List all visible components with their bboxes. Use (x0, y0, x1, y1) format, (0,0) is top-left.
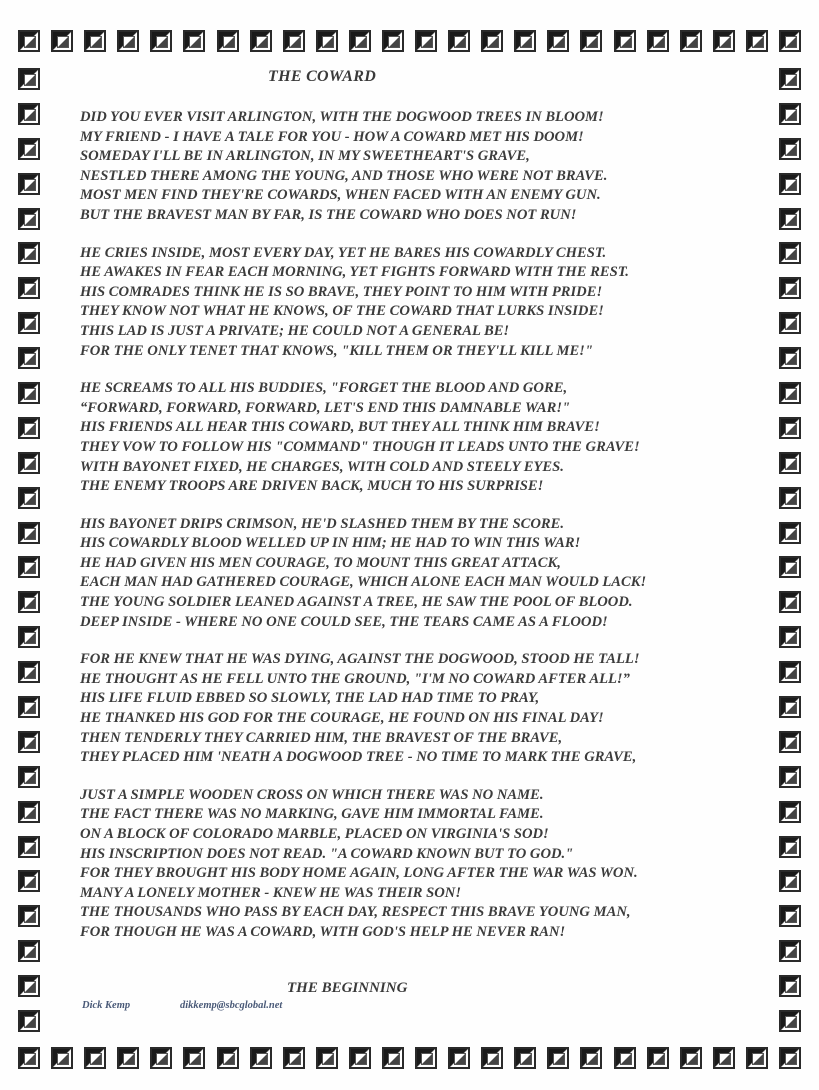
border-tile-icon (580, 30, 602, 52)
stanza (80, 786, 780, 943)
border-tile-icon (481, 1047, 503, 1069)
border-tile-icon (779, 731, 801, 753)
border-tile-icon (779, 696, 801, 718)
border-tile-icon (18, 556, 40, 578)
border-tile-icon (382, 30, 404, 52)
poem-line: JUST A SIMPLE WOODEN CROSS ON WHICH THERE WAS NO NAME. (80, 786, 544, 803)
poem-line: HE HAD GIVEN HIS MEN COURAGE, TO MOUNT THIS GREAT ATTACK, (80, 554, 561, 571)
border-tile-icon (18, 138, 40, 160)
border-tile-icon (18, 382, 40, 404)
border-tile-icon (481, 30, 503, 52)
border-tile-icon (779, 870, 801, 892)
stanza (80, 108, 780, 226)
border-tile-icon (18, 173, 40, 195)
poem-line: ON A BLOCK OF COLORADO MARBLE, PLACED ON VIRGINIA'S SOD! (80, 826, 549, 842)
stanza (80, 515, 780, 633)
border-tile-icon (250, 30, 272, 52)
border-tile-icon (547, 30, 569, 52)
poem-line: SOMEDAY I'LL BE IN ARLINGTON, IN MY SWEETHEART'S GRAVE, (80, 148, 530, 165)
border-tile-icon (18, 696, 40, 718)
poem-line: HIS COMRADES THINK HE IS SO BRAVE, THEY POINT TO HIM WITH PRIDE! (80, 283, 603, 300)
border-tile-icon (316, 1047, 338, 1069)
poem-line: HE AWAKES IN FEAR EACH MORNING, YET FIGHTS FORWARD WITH THE REST. (80, 264, 629, 281)
border-tile-icon (18, 801, 40, 823)
border-tile-icon (680, 30, 702, 52)
border-tile-icon (117, 1047, 139, 1069)
border-tile-icon (779, 208, 801, 230)
poem-line: WITH BAYONET FIXED, HE CHARGES, WITH COLD AND STEELY EYES. (80, 458, 564, 475)
poem-line: THEY VOW TO FOLLOW HIS "COMMAND" THOUGH IT LEADS UNTO THE GRAVE! (80, 438, 640, 455)
author-name: Dick Kemp (82, 1000, 131, 1011)
border-tile-icon (779, 103, 801, 125)
border-tile-icon (18, 731, 40, 753)
border-tile-icon (779, 173, 801, 195)
border-tile-icon (18, 417, 40, 439)
border-tile-icon (779, 975, 801, 997)
border-tile-icon (150, 30, 172, 52)
border-tile-icon (779, 556, 801, 578)
border-tile-icon (713, 30, 735, 52)
border-tile-icon (779, 522, 801, 544)
border-tile-icon (18, 452, 40, 474)
poem-line: THIS LAD IS JUST A PRIVATE; HE COULD NOT A GENERAL BE! (80, 322, 510, 339)
border-tile-icon (217, 1047, 239, 1069)
poem-body (80, 108, 780, 961)
border-tile-icon (647, 1047, 669, 1069)
border-tile-icon (713, 1047, 735, 1069)
border-tile-icon (514, 1047, 536, 1069)
poem-title: THE COWARD (268, 68, 377, 85)
border-tile-icon (84, 30, 106, 52)
border-tile-icon (779, 766, 801, 788)
poem-line: THE FACT THERE WAS NO MARKING, GAVE HIM IMMORTAL FAME. (80, 806, 544, 823)
border-tile-icon (779, 801, 801, 823)
poem-line: THE THOUSANDS WHO PASS BY EACH DAY, RESPECT THIS BRAVE YOUNG MAN, (80, 904, 631, 921)
border-tile-icon (283, 30, 305, 52)
border-tile-icon (614, 1047, 636, 1069)
border-tile-icon (448, 30, 470, 52)
border-tile-icon (779, 452, 801, 474)
border-tile-icon (779, 382, 801, 404)
author-email: dikkemp@sbcglobal.net (180, 1000, 283, 1011)
stanza (80, 650, 780, 768)
border-tile-icon (150, 1047, 172, 1069)
poem-line: MOST MEN FIND THEY'RE COWARDS, WHEN FACED WITH AN ENEMY GUN. (80, 187, 601, 204)
border-tile-icon (349, 1047, 371, 1069)
border-tile-icon (547, 1047, 569, 1069)
poem-line: HIS FRIENDS ALL HEAR THIS COWARD, BUT THEY ALL THINK HIM BRAVE! (80, 419, 600, 436)
border-tile-icon (746, 1047, 768, 1069)
poem-line: MANY A LONELY MOTHER - KNEW HE WAS THEIR SON! (80, 884, 461, 901)
poem-line: “FORWARD, FORWARD, FORWARD, LET'S END THIS DAMNABLE WAR!" (80, 399, 571, 416)
border-tile-icon (18, 591, 40, 613)
poem-line: THEN TENDERLY THEY CARRIED HIM, THE BRAVEST OF THE BRAVE, (80, 729, 563, 746)
border-tile-icon (382, 1047, 404, 1069)
border-tile-icon (614, 30, 636, 52)
border-tile-icon (18, 522, 40, 544)
border-tile-icon (779, 591, 801, 613)
border-tile-icon (779, 836, 801, 858)
poem-line: MY FRIEND - I HAVE A TALE FOR YOU - HOW A COWARD MET HIS DOOM! (80, 128, 584, 145)
poem-line: HE THOUGHT AS HE FELL UNTO THE GROUND, "I'M NO COWARD AFTER ALL!” (80, 670, 630, 687)
poem-line: HIS INSCRIPTION DOES NOT READ. "A COWARD KNOWN BUT TO GOD." (80, 845, 574, 862)
border-tile-icon (18, 1047, 40, 1069)
border-tile-icon (514, 30, 536, 52)
border-tile-icon (183, 30, 205, 52)
poem-line: THEY PLACED HIM 'NEATH A DOGWOOD TREE - NO TIME TO MARK THE GRAVE, (80, 749, 637, 766)
border-tile-icon (18, 661, 40, 683)
border-tile-icon (18, 836, 40, 858)
border-tile-icon (779, 277, 801, 299)
border-tile-icon (680, 1047, 702, 1069)
border-tile-icon (18, 347, 40, 369)
border-tile-icon (18, 208, 40, 230)
border-tile-icon (580, 1047, 602, 1069)
stanza (80, 379, 780, 497)
poem-line: THE ENEMY TROOPS ARE DRIVEN BACK, MUCH TO HIS SURPRISE! (80, 478, 544, 495)
border-tile-icon (779, 940, 801, 962)
poem-line: FOR HE KNEW THAT HE WAS DYING, AGAINST THE DOGWOOD, STOOD HE TALL! (80, 651, 640, 668)
border-tile-icon (647, 30, 669, 52)
poem-line: NESTLED THERE AMONG THE YOUNG, AND THOSE WHO WERE NOT BRAVE. (80, 167, 608, 184)
border-tile-icon (18, 626, 40, 648)
border-tile-icon (18, 975, 40, 997)
border-tile-icon (18, 30, 40, 52)
poem-line: FOR THEY BROUGHT HIS BODY HOME AGAIN, LONG AFTER THE WAR WAS WON. (80, 865, 638, 882)
border-tile-icon (415, 1047, 437, 1069)
border-tile-icon (18, 242, 40, 264)
poem-ending: THE BEGINNING (287, 980, 408, 996)
border-tile-icon (18, 905, 40, 927)
poem-line: HE SCREAMS TO ALL HIS BUDDIES, "FORGET THE BLOOD AND GORE, (80, 380, 568, 397)
border-tile-icon (117, 30, 139, 52)
border-tile-icon (779, 626, 801, 648)
poem-line: THEY KNOW NOT WHAT HE KNOWS, OF THE COWARD THAT LURKS INSIDE! (80, 303, 604, 320)
border-tile-icon (18, 103, 40, 125)
border-tile-icon (779, 312, 801, 334)
border-tile-icon (779, 1047, 801, 1069)
border-tile-icon (250, 1047, 272, 1069)
border-tile-icon (316, 30, 338, 52)
poem-line: HE CRIES INSIDE, MOST EVERY DAY, YET HE BARES HIS COWARDLY CHEST. (80, 244, 607, 261)
border-tile-icon (84, 1047, 106, 1069)
stanza (80, 244, 780, 362)
border-tile-icon (18, 1010, 40, 1032)
border-tile-icon (18, 870, 40, 892)
poem-line: HE THANKED HIS GOD FOR THE COURAGE, HE FOUND ON HIS FINAL DAY! (80, 710, 604, 727)
poem-line: DEEP INSIDE - WHERE NO ONE COULD SEE, THE TEARS CAME AS A FLOOD! (80, 613, 608, 630)
border-tile-icon (779, 347, 801, 369)
border-tile-icon (779, 487, 801, 509)
border-tile-icon (779, 417, 801, 439)
border-tile-icon (18, 487, 40, 509)
poem-line: THE YOUNG SOLDIER LEANED AGAINST A TREE, HE SAW THE POOL OF BLOOD. (80, 594, 633, 611)
border-tile-icon (18, 68, 40, 90)
border-tile-icon (746, 30, 768, 52)
poem-line: FOR THE ONLY TENET THAT KNOWS, "KILL THEM OR THEY'LL KILL ME!" (80, 342, 593, 359)
border-tile-icon (51, 1047, 73, 1069)
poem-line: HIS COWARDLY BLOOD WELLED UP IN HIM; HE HAD TO WIN THIS WAR! (80, 535, 581, 552)
border-tile-icon (779, 242, 801, 264)
poem-line: DID YOU EVER VISIT ARLINGTON, WITH THE DOGWOOD TREES IN BLOOM! (80, 109, 604, 125)
border-tile-icon (183, 1047, 205, 1069)
border-tile-icon (18, 277, 40, 299)
border-tile-icon (349, 30, 371, 52)
poem-line: FOR THOUGH HE WAS A COWARD, WITH GOD'S HELP HE NEVER RAN! (80, 923, 566, 940)
border-tile-icon (448, 1047, 470, 1069)
border-tile-icon (779, 138, 801, 160)
border-tile-icon (18, 766, 40, 788)
border-tile-icon (779, 30, 801, 52)
border-tile-icon (779, 905, 801, 927)
border-tile-icon (779, 1010, 801, 1032)
poem-line: HIS BAYONET DRIPS CRIMSON, HE'D SLASHED THEM BY THE SCORE. (80, 515, 565, 532)
poem-line: EACH MAN HAD GATHERED COURAGE, WHICH ALONE EACH MAN WOULD LACK! (80, 574, 647, 591)
border-tile-icon (779, 68, 801, 90)
border-tile-icon (415, 30, 437, 52)
poem-line: HIS LIFE FLUID EBBED SO SLOWLY, THE LAD HAD TIME TO PRAY, (80, 690, 540, 707)
border-tile-icon (18, 312, 40, 334)
border-tile-icon (217, 30, 239, 52)
border-tile-icon (779, 661, 801, 683)
border-tile-icon (18, 940, 40, 962)
border-tile-icon (51, 30, 73, 52)
border-tile-icon (283, 1047, 305, 1069)
poem-line: BUT THE BRAVEST MAN BY FAR, IS THE COWARD WHO DOES NOT RUN! (80, 206, 577, 223)
